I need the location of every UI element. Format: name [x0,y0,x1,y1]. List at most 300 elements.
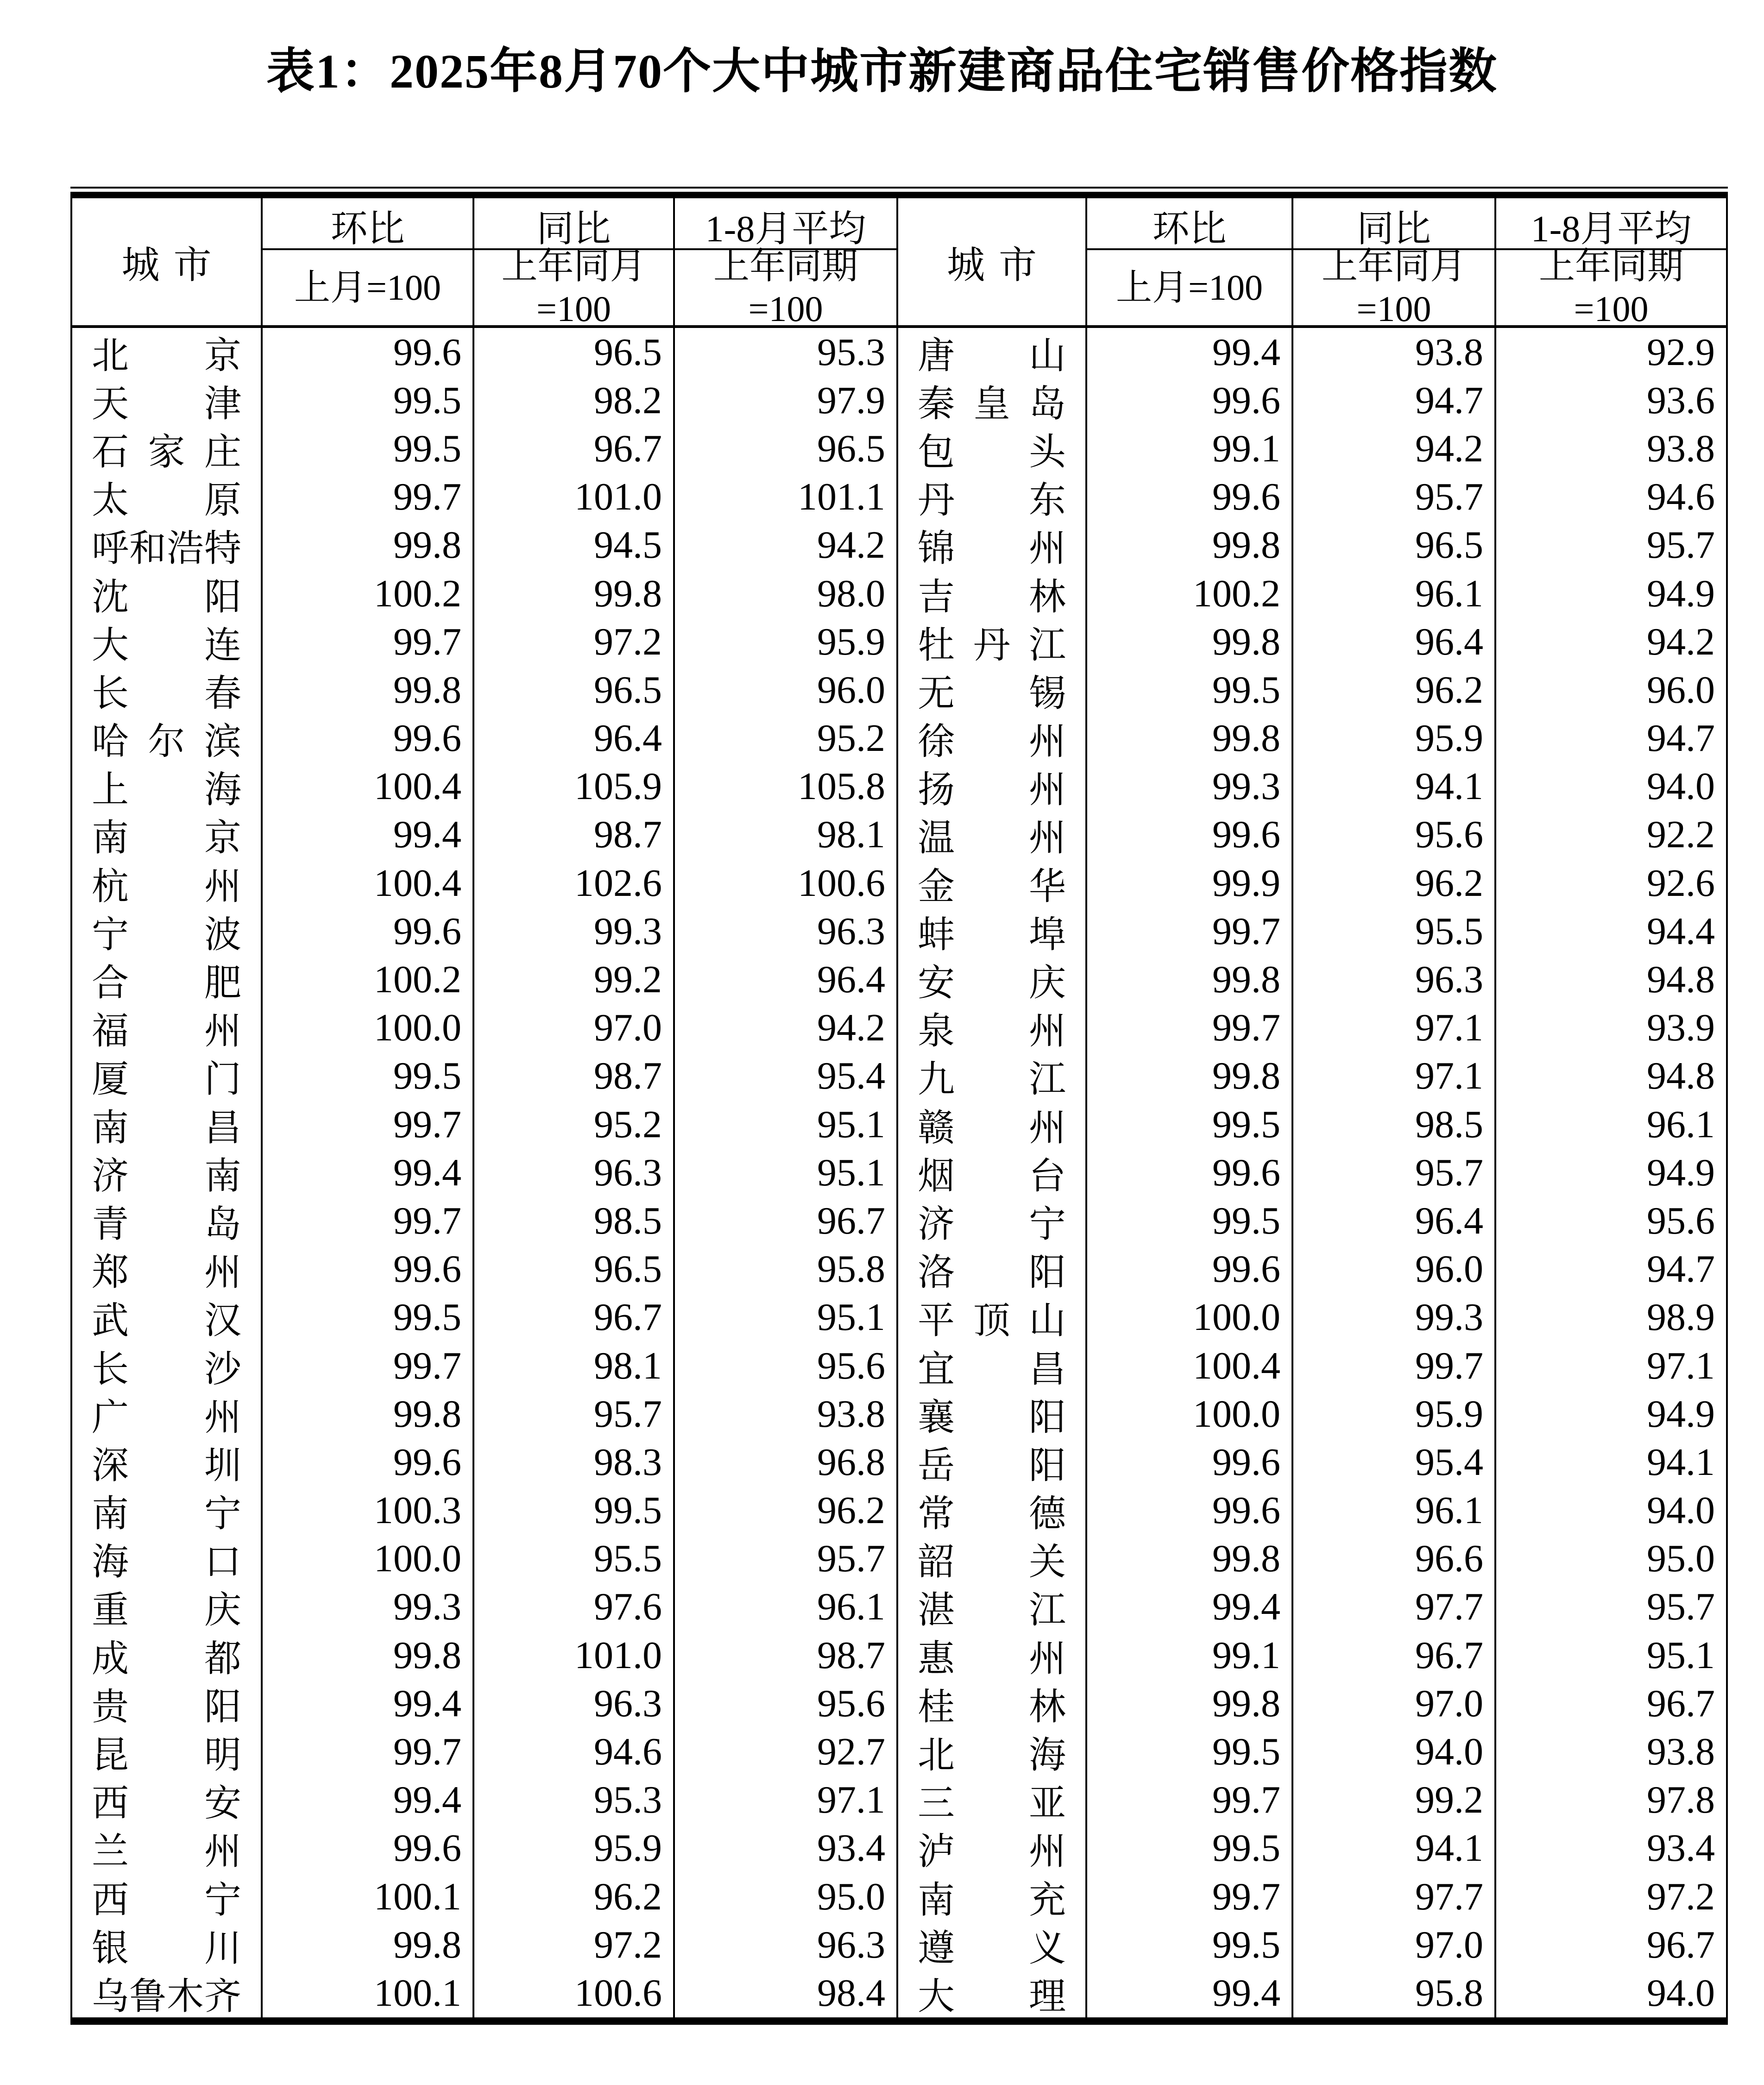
value-cell: 99.6 [1087,1148,1293,1197]
city-char: 华 [1029,866,1066,907]
value-cell: 98.5 [474,1197,675,1245]
value-cell: 94.9 [1647,1151,1715,1194]
value-cell: 101.0 [474,1631,675,1679]
value-cell: 99.8 [1087,1535,1293,1583]
city-cell [898,521,1087,569]
city-char: 州 [204,1253,241,1294]
table-bottom-rule [70,2017,1728,2025]
city-char: 南 [92,1494,129,1535]
value-cell: 99.6 [1087,1245,1293,1293]
value-cell: 96.4 [1293,1197,1496,1245]
value-cell: 96.7 [1647,1682,1715,1725]
value-cell: 100.0 [1087,1293,1293,1342]
value-cell: 95.2 [474,1100,675,1148]
city-cell [72,1679,263,1727]
value-cell: 98.1 [675,811,898,859]
value-cell: 93.9 [1647,1006,1715,1050]
value-cell: 95.1 [1647,1633,1715,1677]
city-char: 烟 [918,1156,955,1197]
city-cell [898,473,1087,521]
avg-base-line2: =100 [748,289,823,329]
city-char: 州 [1029,1108,1066,1149]
value-cell: 97.1 [1293,1004,1496,1052]
city-char: 阳 [204,577,241,618]
city-cell [72,1245,263,1293]
value-cell: 101.1 [675,473,898,521]
city-char: 林 [1029,1687,1066,1728]
value-cell: 96.2 [1293,666,1496,714]
city-char: 平 [918,1301,955,1342]
value-cell: 96.5 [675,424,898,472]
city-char: 哈 [92,722,129,763]
value-cell: 95.7 [1293,473,1496,521]
header-mom-right: 环比 [1087,198,1293,250]
value-cell: 96.2 [675,1487,898,1535]
city-char: 州 [1029,770,1066,811]
city-char: 贵 [92,1687,129,1728]
value-cell: 97.0 [474,1004,675,1052]
city-char: 阳 [204,1687,241,1728]
city-char: 肥 [204,963,241,1004]
city-cell [72,1293,263,1342]
city-char: 天 [92,384,129,425]
value-cell: 96.8 [675,1438,898,1486]
city-cell [72,1969,263,2017]
value-cell: 99.7 [263,617,474,666]
city-cell [898,1921,1087,1969]
city-cell [898,328,1087,376]
city-cell [72,1872,263,1921]
city-char: 特 [204,529,241,570]
value-cell: 99.7 [1087,907,1293,955]
value-cell: 92.7 [675,1727,898,1776]
value-cell: 93.8 [675,1390,898,1438]
value-cell: 99.8 [263,1921,474,1969]
city-cell [898,1487,1087,1535]
value-cell: 100.6 [474,1969,675,2017]
city-cell [898,1872,1087,1921]
city-char: 州 [204,1011,241,1052]
city-char: 西 [92,1880,129,1921]
value-cell: 95.0 [675,1872,898,1921]
value-cell: 96.5 [474,328,675,376]
city-char: 家 [148,432,185,473]
header-city-left: 城市 [72,198,263,328]
value-cell: 96.5 [474,666,675,714]
value-cell: 99.6 [1087,1438,1293,1486]
city-char: 宁 [204,1494,241,1535]
value-cell: 99.6 [263,714,474,762]
value-cell: 95.9 [1293,1390,1496,1438]
header-yoy-right: 同比 [1293,198,1496,250]
value-cell: 97.2 [474,1921,675,1969]
value-cell: 99.3 [1087,762,1293,811]
city-cell [72,424,263,472]
value-cell: 97.8 [1647,1778,1715,1822]
value-cell: 93.8 [1293,328,1496,376]
city-char: 京 [204,335,241,377]
value-cell: 100.2 [263,569,474,617]
value-cell: 95.7 [474,1390,675,1438]
value-cell: 99.7 [1293,1342,1496,1390]
value-cell: 99.8 [263,666,474,714]
city-cell [72,376,263,424]
value-cell: 96.7 [675,1197,898,1245]
value-cell: 94.1 [1647,1440,1715,1484]
value-cell: 100.1 [263,1872,474,1921]
city-cell [898,859,1087,907]
value-cell: 98.0 [675,569,898,617]
city-cell [72,328,263,376]
value-cell: 99.8 [1087,1052,1293,1100]
city-char: 洛 [918,1253,955,1294]
value-cell: 95.5 [1293,907,1496,955]
mom-base-text: 上月=100 [294,267,441,308]
city-cell [898,666,1087,714]
value-cell: 93.6 [1647,378,1715,422]
city-char: 海 [92,1542,129,1583]
header-avg-right: 1-8月平均 [1496,198,1726,250]
value-cell: 96.2 [1293,859,1496,907]
city-char: 温 [918,818,955,859]
city-char: 大 [92,625,129,666]
value-cell: 99.4 [1087,1583,1293,1631]
value-cell: 99.5 [263,1052,474,1100]
city-char: 南 [92,1108,129,1149]
city-char: 汉 [204,1301,241,1342]
value-cell: 99.8 [474,569,675,617]
value-cell: 99.5 [1087,1824,1293,1872]
value-cell: 96.1 [1293,569,1496,617]
city-char: 台 [1029,1156,1066,1197]
value-cell: 93.4 [1647,1827,1715,1870]
value-cell: 94.4 [1647,909,1715,953]
city-char: 原 [204,480,241,522]
city-char: 青 [92,1204,129,1245]
city-char: 川 [204,1928,241,1969]
value-cell: 99.9 [1087,859,1293,907]
city-char: 州 [1029,1832,1066,1873]
city-cell [898,1969,1087,2017]
value-cell: 94.7 [1293,376,1496,424]
city-char: 无 [918,673,955,714]
city-char: 锡 [1029,673,1066,714]
value-cell: 96.1 [675,1583,898,1631]
city-char: 州 [1029,529,1066,570]
city-char: 金 [918,866,955,907]
city-cell [898,1631,1087,1679]
city-cell [898,1100,1087,1148]
value-cell: 99.8 [1087,521,1293,569]
city-cell [898,1148,1087,1197]
city-char: 庄 [204,432,241,473]
value-cell: 99.3 [263,1583,474,1631]
value-cell: 99.3 [474,907,675,955]
value-cell: 99.4 [263,1679,474,1727]
value-cell: 96.3 [474,1148,675,1197]
value-cell: 95.8 [1293,1969,1496,2017]
city-char: 山 [1029,335,1066,377]
value-cell: 94.0 [1647,1489,1715,1532]
value-cell: 96.5 [1293,521,1496,569]
city-cell [898,1245,1087,1293]
city-char: 兰 [92,1832,129,1873]
city-cell [72,473,263,521]
value-cell: 99.8 [263,1631,474,1679]
city-char: 明 [204,1735,241,1776]
value-cell: 96.4 [1293,617,1496,666]
city-cell [898,1438,1087,1486]
city-cell [72,1148,263,1197]
value-cell: 100.0 [263,1535,474,1583]
city-cell [72,907,263,955]
city-char: 德 [1029,1494,1066,1535]
city-char: 昌 [1029,1349,1066,1390]
city-char: 泉 [918,1011,955,1052]
city-char: 赣 [918,1108,955,1149]
value-cell: 98.4 [675,1969,898,2017]
value-cell: 100.1 [263,1969,474,2017]
value-cell: 99.6 [1087,376,1293,424]
city-char: 海 [204,770,241,811]
value-cell: 100.2 [263,955,474,1003]
city-char: 韶 [918,1542,955,1583]
value-cell: 99.7 [263,1727,474,1776]
city-cell [898,1583,1087,1631]
city-cell [72,1583,263,1631]
value-cell: 98.7 [474,1052,675,1100]
value-cell: 95.9 [1293,714,1496,762]
value-cell: 96.7 [1293,1631,1496,1679]
value-cell: 95.1 [675,1148,898,1197]
subheader-yoy-base-right [1293,246,1496,329]
value-cell: 94.1 [1293,762,1496,811]
city-char: 郑 [92,1253,129,1294]
city-char: 安 [918,963,955,1004]
value-cell: 92.9 [1647,330,1715,374]
table-top-thick-rule [70,192,1728,198]
city-char: 蚌 [918,914,955,956]
value-cell: 99.5 [263,376,474,424]
value-cell: 99.6 [1087,473,1293,521]
value-cell: 99.5 [1087,666,1293,714]
value-cell: 95.6 [675,1342,898,1390]
city-char: 石 [92,432,129,473]
value-cell: 95.6 [675,1679,898,1727]
city-char: 关 [1029,1542,1066,1583]
city-char: 济 [918,1204,955,1245]
value-cell: 97.1 [675,1776,898,1824]
city-char: 襄 [918,1397,955,1438]
subheader-mom-base-right [1087,250,1293,328]
value-cell: 98.5 [1293,1100,1496,1148]
value-cell: 99.4 [1087,1969,1293,2017]
value-cell: 99.8 [1087,714,1293,762]
city-char: 埠 [1029,914,1066,956]
value-cell: 95.6 [1647,1199,1715,1242]
city-char: 北 [92,335,129,377]
value-cell: 95.4 [675,1052,898,1100]
city-cell [898,376,1087,424]
city-char: 连 [204,625,241,666]
city-char: 吉 [918,577,955,618]
value-cell: 97.0 [1293,1679,1496,1727]
value-cell: 94.0 [1647,765,1715,808]
city-cell [72,1631,263,1679]
city-char: 武 [92,1301,129,1342]
value-cell: 99.8 [1087,1679,1293,1727]
value-cell: 99.7 [1087,1776,1293,1824]
value-cell: 96.1 [1293,1487,1496,1535]
value-cell: 99.6 [263,328,474,376]
city-char: 山 [1029,1301,1066,1342]
city-char: 昌 [204,1108,241,1149]
value-cell: 99.5 [1087,1100,1293,1148]
value-cell: 93.8 [1647,1730,1715,1774]
city-char: 充 [1029,1880,1066,1921]
city-char: 州 [1029,818,1066,859]
city-char: 成 [92,1638,129,1680]
city-char: 庆 [1029,963,1066,1004]
yoy-base-line2: =100 [1356,289,1431,329]
value-cell: 96.0 [1647,668,1715,712]
subheader-mom-base-left [263,250,474,328]
city-cell [72,666,263,714]
value-cell: 94.8 [1647,1054,1715,1098]
city-cell [72,762,263,811]
city-cell [72,1535,263,1583]
value-cell: 95.4 [1293,1438,1496,1486]
value-cell: 99.6 [1087,1487,1293,1535]
city-char: 州 [204,1397,241,1438]
value-cell: 96.3 [675,907,898,955]
city-char: 顶 [973,1301,1010,1342]
city-cell [898,1727,1087,1776]
city-char: 长 [92,1349,129,1390]
price-index-table [70,187,1728,2025]
city-char: 呼 [92,529,129,570]
city-char: 南 [918,1880,955,1921]
city-cell [898,907,1087,955]
value-cell: 97.6 [474,1583,675,1631]
yoy-base-line1: 上年同月 [1321,246,1466,286]
value-cell: 99.5 [474,1487,675,1535]
value-cell: 105.8 [675,762,898,811]
value-cell: 99.4 [263,811,474,859]
value-cell: 94.2 [675,521,898,569]
value-cell: 105.9 [474,762,675,811]
city-char: 皇 [973,384,1010,425]
value-cell: 95.3 [474,1776,675,1824]
city-cell [72,1052,263,1100]
city-char: 唐 [918,335,955,377]
value-cell: 94.2 [1293,424,1496,472]
city-char: 大 [918,1976,955,2017]
city-char: 京 [204,818,241,859]
value-cell: 97.2 [474,617,675,666]
yoy-base-line2: =100 [536,289,611,329]
city-char: 杭 [92,866,129,907]
city-char: 广 [92,1397,129,1438]
city-cell [72,811,263,859]
city-char: 济 [92,1156,129,1197]
city-char: 江 [1029,1590,1066,1631]
value-cell: 94.2 [1647,620,1715,663]
city-cell [72,1004,263,1052]
value-cell: 97.1 [1293,1052,1496,1100]
value-cell: 96.4 [474,714,675,762]
value-cell: 95.6 [1293,811,1496,859]
city-char: 州 [204,866,241,907]
value-cell: 99.4 [263,1148,474,1197]
city-char: 秦 [918,384,955,425]
city-char: 南 [92,818,129,859]
city-char: 阳 [1029,1397,1066,1438]
city-char: 北 [918,1735,955,1776]
value-cell: 99.7 [1087,1004,1293,1052]
value-cell: 99.8 [1087,617,1293,666]
city-char: 宁 [204,1880,241,1921]
city-char: 州 [204,1832,241,1873]
city-char: 鲁 [129,1976,166,2017]
city-char: 圳 [204,1445,241,1487]
value-cell: 99.7 [263,1100,474,1148]
value-cell: 97.7 [1293,1583,1496,1631]
value-cell: 99.7 [263,1197,474,1245]
city-cell [898,424,1087,472]
value-cell: 96.7 [474,424,675,472]
city-char: 林 [1029,577,1066,618]
value-cell: 93.4 [675,1824,898,1872]
value-cell: 99.6 [1087,811,1293,859]
city-char: 合 [92,963,129,1004]
value-cell: 94.9 [1647,1392,1715,1436]
city-cell [898,1679,1087,1727]
city-char: 宁 [92,914,129,956]
city-char: 九 [918,1059,955,1101]
city-char: 太 [92,480,129,522]
value-cell: 94.2 [675,1004,898,1052]
value-cell: 92.6 [1647,861,1715,905]
city-cell [898,1824,1087,1872]
city-char: 乌 [92,1976,129,2017]
value-cell: 96.7 [474,1293,675,1342]
city-cell [72,1438,263,1486]
value-cell: 100.4 [263,762,474,811]
city-char: 包 [918,432,955,473]
city-char: 阳 [1029,1445,1066,1487]
value-cell: 95.3 [675,328,898,376]
value-cell: 94.9 [1647,572,1715,615]
value-cell: 99.3 [1293,1293,1496,1342]
value-cell: 99.5 [1087,1921,1293,1969]
city-char: 重 [92,1590,129,1631]
value-cell: 96.3 [675,1921,898,1969]
value-cell: 96.1 [1647,1102,1715,1146]
value-cell: 99.2 [1293,1776,1496,1824]
value-cell: 98.3 [474,1438,675,1486]
value-cell: 95.0 [1647,1537,1715,1581]
city-char: 津 [204,384,241,425]
city-char: 丹 [918,480,955,522]
city-char: 春 [204,673,241,714]
value-cell: 99.6 [263,1245,474,1293]
city-char: 牡 [918,625,955,666]
value-cell: 99.2 [474,955,675,1003]
city-cell [72,1727,263,1776]
table-grid [70,198,1728,2017]
city-cell [898,811,1087,859]
